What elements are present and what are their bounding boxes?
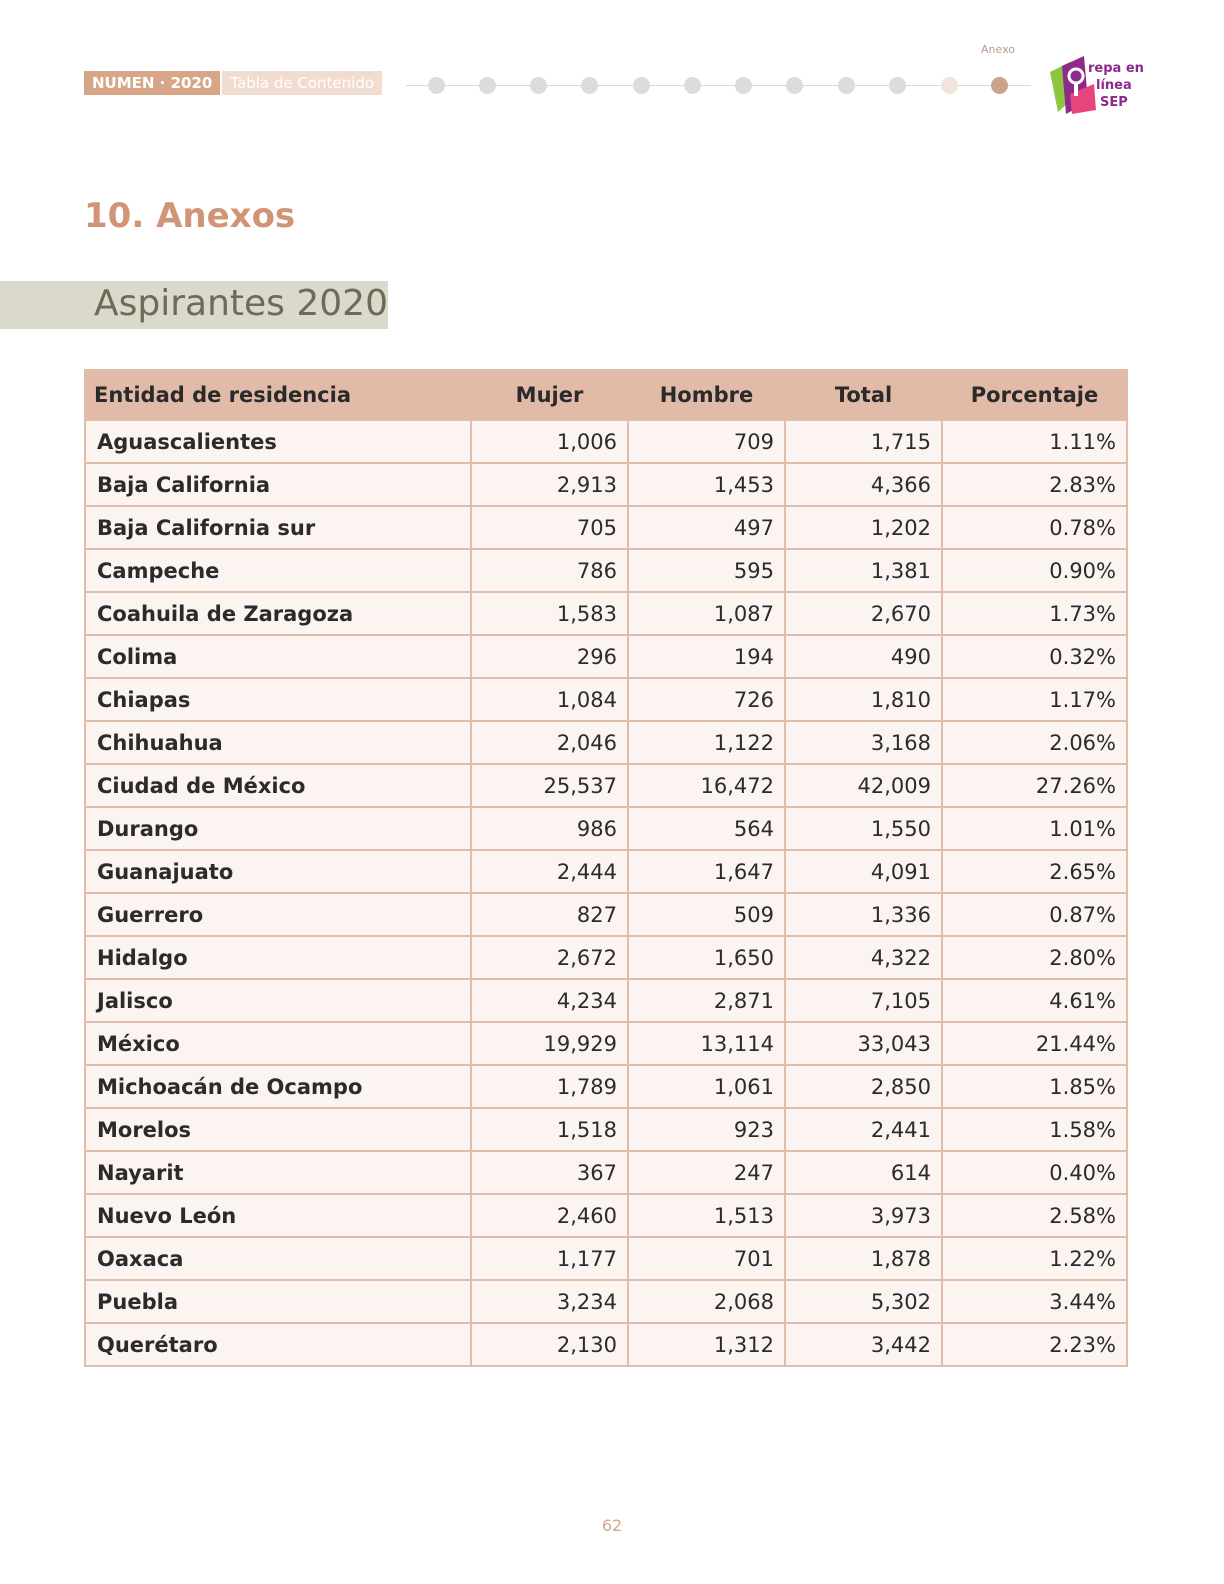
cell-total: 1,550 — [785, 807, 942, 850]
cell-porcentaje: 0.90% — [942, 549, 1127, 592]
table-header-row — [85, 370, 1127, 420]
cell-mujer: 986 — [471, 807, 628, 850]
table-row — [85, 592, 1127, 635]
cell-entidad: Nayarit — [85, 1151, 471, 1194]
cell-hombre: 16,472 — [628, 764, 785, 807]
section-dot[interactable] — [941, 77, 958, 94]
cell-porcentaje: 1.22% — [942, 1237, 1127, 1280]
table-row — [85, 1108, 1127, 1151]
table-row — [85, 678, 1127, 721]
cell-mujer: 2,444 — [471, 850, 628, 893]
cell-porcentaje: 1.85% — [942, 1065, 1127, 1108]
cell-hombre: 1,453 — [628, 463, 785, 506]
cell-porcentaje: 2.80% — [942, 936, 1127, 979]
cell-hombre: 1,647 — [628, 850, 785, 893]
cell-porcentaje: 1.17% — [942, 678, 1127, 721]
cell-entidad: Baja California — [85, 463, 471, 506]
table-row — [85, 1237, 1127, 1280]
header-badge — [84, 71, 382, 95]
header-hombre: Hombre — [628, 370, 785, 420]
cell-entidad: México — [85, 1022, 471, 1065]
table-row — [85, 979, 1127, 1022]
cell-porcentaje: 2.06% — [942, 721, 1127, 764]
cell-entidad: Puebla — [85, 1280, 471, 1323]
cell-hombre: 564 — [628, 807, 785, 850]
cell-mujer: 2,130 — [471, 1323, 628, 1366]
cell-entidad: Coahuila de Zaragoza — [85, 592, 471, 635]
cell-total: 42,009 — [785, 764, 942, 807]
cell-porcentaje: 2.83% — [942, 463, 1127, 506]
cell-hombre: 2,871 — [628, 979, 785, 1022]
cell-entidad: Chihuahua — [85, 721, 471, 764]
cell-total: 2,441 — [785, 1108, 942, 1151]
cell-mujer: 4,234 — [471, 979, 628, 1022]
cell-entidad: Oaxaca — [85, 1237, 471, 1280]
brand-label: NUMEN · 2020 — [84, 71, 220, 95]
section-dot[interactable] — [889, 77, 906, 94]
cell-mujer: 1,084 — [471, 678, 628, 721]
cell-mujer: 1,177 — [471, 1237, 628, 1280]
page-title: 10. Anexos — [84, 196, 296, 236]
cell-total: 3,168 — [785, 721, 942, 764]
cell-entidad: Baja California sur — [85, 506, 471, 549]
cell-hombre: 2,068 — [628, 1280, 785, 1323]
cell-porcentaje: 3.44% — [942, 1280, 1127, 1323]
cell-porcentaje: 2.65% — [942, 850, 1127, 893]
cell-hombre: 709 — [628, 420, 785, 463]
cell-total: 4,091 — [785, 850, 942, 893]
cell-entidad: Colima — [85, 635, 471, 678]
cell-porcentaje: 2.23% — [942, 1323, 1127, 1366]
cell-porcentaje: 1.73% — [942, 592, 1127, 635]
cell-hombre: 1,087 — [628, 592, 785, 635]
table-row — [85, 1151, 1127, 1194]
section-dot[interactable] — [428, 77, 445, 94]
section-dot-active[interactable] — [991, 77, 1008, 94]
cell-mujer: 2,672 — [471, 936, 628, 979]
section-dot[interactable] — [530, 77, 547, 94]
cell-entidad: Durango — [85, 807, 471, 850]
cell-entidad: Jalisco — [85, 979, 471, 1022]
table-row — [85, 893, 1127, 936]
table-row — [85, 1022, 1127, 1065]
logo-text-2: línea — [1096, 78, 1132, 93]
table-row — [85, 635, 1127, 678]
cell-porcentaje: 1.01% — [942, 807, 1127, 850]
cell-porcentaje: 4.61% — [942, 979, 1127, 1022]
cell-mujer: 2,913 — [471, 463, 628, 506]
cell-entidad: Nuevo León — [85, 1194, 471, 1237]
cell-hombre: 923 — [628, 1108, 785, 1151]
table-row — [85, 764, 1127, 807]
cell-total: 5,302 — [785, 1280, 942, 1323]
cell-mujer: 25,537 — [471, 764, 628, 807]
cell-total: 1,810 — [785, 678, 942, 721]
cell-total: 3,973 — [785, 1194, 942, 1237]
table-of-contents-link[interactable]: Tabla de Contenido — [222, 71, 382, 95]
table-row — [85, 420, 1127, 463]
cell-porcentaje: 27.26% — [942, 764, 1127, 807]
logo-text-1: repa en — [1088, 61, 1144, 76]
cell-mujer: 705 — [471, 506, 628, 549]
section-dot[interactable] — [735, 77, 752, 94]
cell-total: 4,322 — [785, 936, 942, 979]
cell-mujer: 2,460 — [471, 1194, 628, 1237]
table-row — [85, 1323, 1127, 1366]
section-dot[interactable] — [786, 77, 803, 94]
table-row — [85, 463, 1127, 506]
table-row — [85, 549, 1127, 592]
cell-hombre: 13,114 — [628, 1022, 785, 1065]
cell-hombre: 726 — [628, 678, 785, 721]
section-dot[interactable] — [684, 77, 701, 94]
cell-mujer: 1,006 — [471, 420, 628, 463]
table-row — [85, 721, 1127, 764]
cell-porcentaje: 0.32% — [942, 635, 1127, 678]
cell-mujer: 3,234 — [471, 1280, 628, 1323]
cell-hombre: 1,513 — [628, 1194, 785, 1237]
cell-entidad: Chiapas — [85, 678, 471, 721]
table-row — [85, 1065, 1127, 1108]
cell-mujer: 827 — [471, 893, 628, 936]
cell-total: 614 — [785, 1151, 942, 1194]
cell-total: 2,850 — [785, 1065, 942, 1108]
cell-total: 7,105 — [785, 979, 942, 1022]
section-subtitle: Aspirantes 2020 — [94, 283, 388, 324]
logo-text-3: SEP — [1100, 95, 1128, 110]
cell-total: 490 — [785, 635, 942, 678]
table-row — [85, 936, 1127, 979]
header-mujer: Mujer — [471, 370, 628, 420]
cell-mujer: 1,583 — [471, 592, 628, 635]
cell-porcentaje: 1.11% — [942, 420, 1127, 463]
cell-hombre: 1,122 — [628, 721, 785, 764]
cell-entidad: Campeche — [85, 549, 471, 592]
cell-entidad: Guerrero — [85, 893, 471, 936]
header-entidad: Entidad de residencia — [85, 370, 471, 420]
cell-hombre: 509 — [628, 893, 785, 936]
cell-entidad: Morelos — [85, 1108, 471, 1151]
cell-hombre: 1,061 — [628, 1065, 785, 1108]
cell-hombre: 247 — [628, 1151, 785, 1194]
aspirantes-table — [84, 369, 1128, 1367]
table-body — [85, 420, 1127, 1366]
cell-entidad: Hidalgo — [85, 936, 471, 979]
cell-total: 1,715 — [785, 420, 942, 463]
table-row — [85, 1194, 1127, 1237]
cell-entidad: Guanajuato — [85, 850, 471, 893]
cell-total: 1,336 — [785, 893, 942, 936]
table-row — [85, 850, 1127, 893]
cell-mujer: 1,789 — [471, 1065, 628, 1108]
table-row — [85, 807, 1127, 850]
cell-mujer: 786 — [471, 549, 628, 592]
cell-total: 1,878 — [785, 1237, 942, 1280]
cell-hombre: 1,312 — [628, 1323, 785, 1366]
cell-porcentaje: 0.40% — [942, 1151, 1127, 1194]
cell-entidad: Ciudad de México — [85, 764, 471, 807]
section-dot[interactable] — [479, 77, 496, 94]
section-dot[interactable] — [633, 77, 650, 94]
cell-mujer: 1,518 — [471, 1108, 628, 1151]
section-dot[interactable] — [838, 77, 855, 94]
cell-porcentaje: 0.78% — [942, 506, 1127, 549]
cell-hombre: 194 — [628, 635, 785, 678]
cell-hombre: 595 — [628, 549, 785, 592]
cell-entidad: Aguascalientes — [85, 420, 471, 463]
cell-porcentaje: 21.44% — [942, 1022, 1127, 1065]
cell-hombre: 497 — [628, 506, 785, 549]
cell-mujer: 19,929 — [471, 1022, 628, 1065]
prepa-en-linea-sep-logo — [1048, 54, 1144, 116]
current-section-label: Anexo — [981, 43, 1015, 56]
cell-total: 3,442 — [785, 1323, 942, 1366]
header-total: Total — [785, 370, 942, 420]
cell-total: 4,366 — [785, 463, 942, 506]
section-dot[interactable] — [581, 77, 598, 94]
header-porcentaje: Porcentaje — [942, 370, 1127, 420]
cell-total: 2,670 — [785, 592, 942, 635]
page-number: 62 — [601, 1516, 623, 1535]
cell-entidad: Michoacán de Ocampo — [85, 1065, 471, 1108]
cell-hombre: 701 — [628, 1237, 785, 1280]
cell-mujer: 2,046 — [471, 721, 628, 764]
progress-track — [406, 85, 1031, 86]
table-row — [85, 1280, 1127, 1323]
cell-hombre: 1,650 — [628, 936, 785, 979]
cell-total: 33,043 — [785, 1022, 942, 1065]
cell-total: 1,381 — [785, 549, 942, 592]
table-row — [85, 506, 1127, 549]
cell-porcentaje: 2.58% — [942, 1194, 1127, 1237]
cell-porcentaje: 1.58% — [942, 1108, 1127, 1151]
cell-porcentaje: 0.87% — [942, 893, 1127, 936]
cell-total: 1,202 — [785, 506, 942, 549]
cell-entidad: Querétaro — [85, 1323, 471, 1366]
cell-mujer: 367 — [471, 1151, 628, 1194]
cell-mujer: 296 — [471, 635, 628, 678]
